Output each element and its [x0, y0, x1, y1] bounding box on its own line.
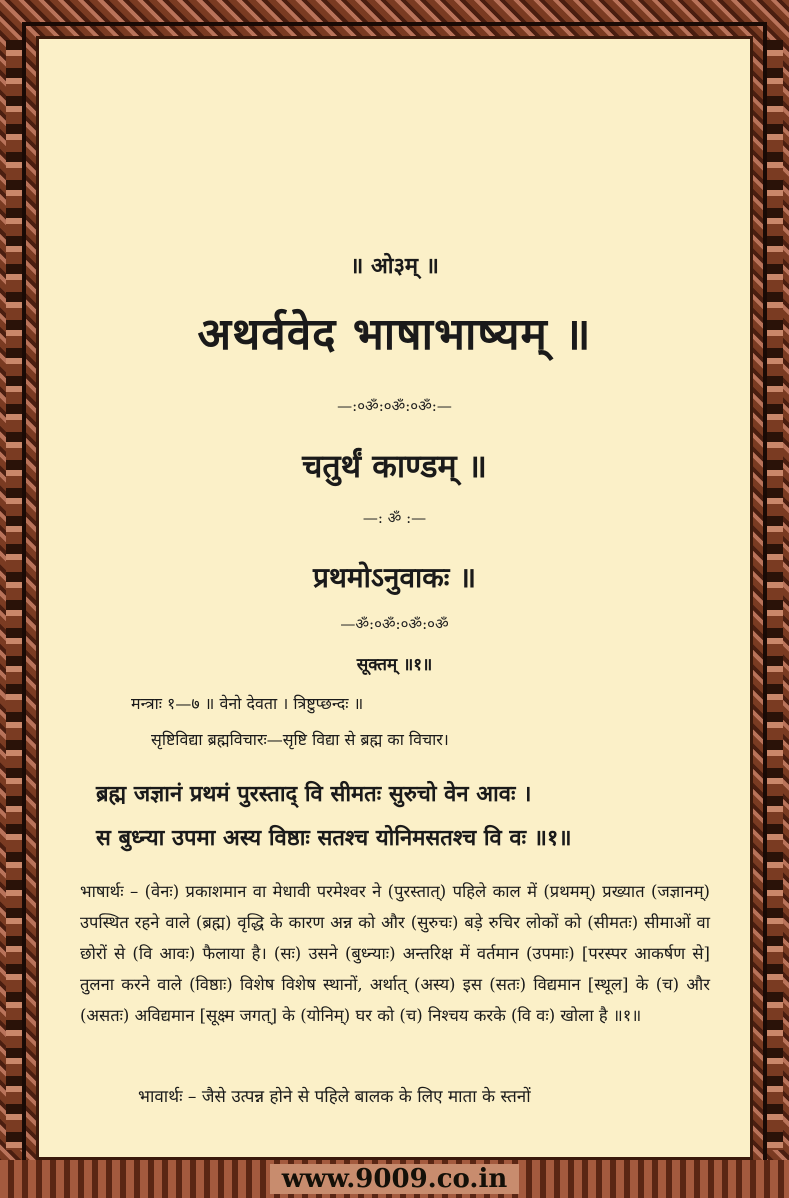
- bhashartha-paragraph: भाषार्थः – (वेनः) प्रकाशमान वा मेधावी परमेश्वर ने (पुरस्तात्) पहिले काल में (प्रथमम्) प्रख्यात (जज्ञानम्) उपस्थित रहने वाले (ब्रह्म) वृद्धि के कारण अन्न को और (सुरुचः) बड़े रुचिर लोकों को (सीमतः) सीमाओं वा छोरों से (वि आवः) फैलाया है। (सः) उसने (बुध्न्याः) अन्तरिक्ष में वर्तमान (उपमाः) [परस्पर आकर्षण से] तुलना करने वाले (विष्ठाः) विशेष विशेष स्थानों, अर्थात् (अस्य) इस (सतः) विद्यमान [स्थूल] के (च) और (असतः) अविद्यमान [सूक्ष्म जगत्] के (योनिम्) घर को (च) निश्चय करके (वि वः) खोला है ॥१॥: [80, 882, 710, 1025]
- right-border-ornament: [765, 40, 783, 1150]
- ornament-divider-3: —ॐ:०ॐ:०ॐ:०ॐ: [340, 615, 449, 633]
- om-heading: ॥ ओ३म् ॥: [350, 253, 439, 279]
- topic-line: सृष्टिविद्या ब्रह्मविचारः—सृष्टि विद्या से ब्रह्म का विचार।: [151, 730, 449, 749]
- sukta-heading: सूक्तम् ॥१॥: [356, 655, 433, 675]
- scripture-page: [36, 36, 753, 1160]
- kanda-heading: चतुर्थं काण्डम् ॥: [302, 447, 487, 485]
- mantra-meta: मन्त्राः १—७ ॥ वेनो देवता । त्रिष्टुप्छन्दः ॥: [131, 694, 364, 713]
- verse-line-1: ब्रह्म जज्ञानं प्रथमं पुरस्ताद् वि सीमतः सुरुचो वेन आवः ।: [96, 781, 532, 807]
- anuvaka-heading: प्रथमोऽनुवाकः ॥: [313, 561, 476, 594]
- bhavartha-line: भावार्थः – जैसे उत्पन्न होने से पहिले बालक के लिए माता के स्तनों: [138, 1087, 531, 1107]
- verse-line-2: स बुध्न्या उपमा अस्य विष्ठाः सतश्च योनिमसतश्च वि वः ॥१॥: [96, 825, 572, 851]
- ornament-divider-1: —:०ॐ:०ॐ:०ॐ:—: [337, 397, 452, 415]
- website-footer: [0, 1160, 789, 1198]
- ornament-divider-2: —: ॐ :—: [362, 509, 427, 527]
- book-title: अथर्ववेद भाषाभाष्यम् ॥: [197, 309, 592, 360]
- website-url: www.9009.co.in: [270, 1164, 520, 1194]
